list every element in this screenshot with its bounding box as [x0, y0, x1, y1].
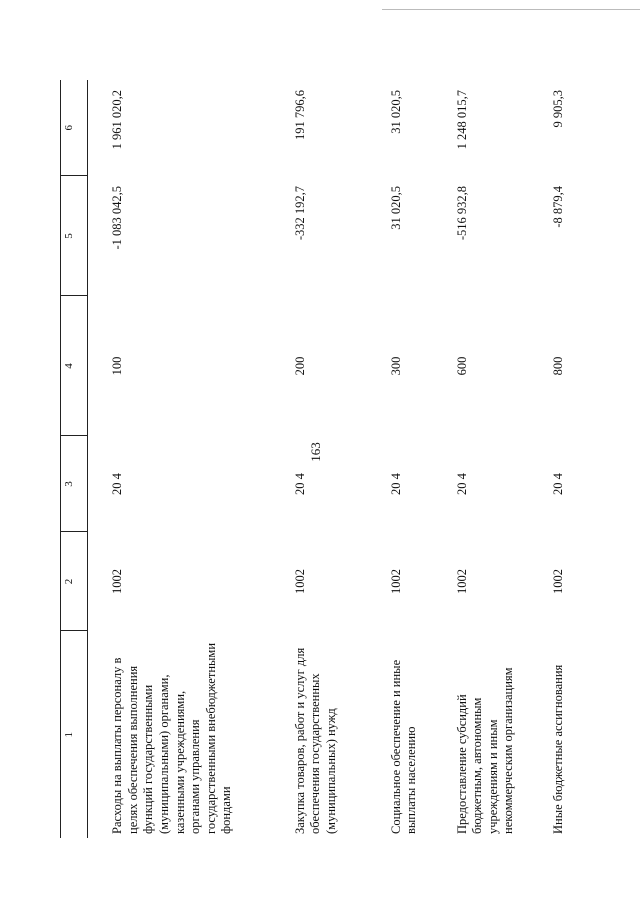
top-edge-rule	[382, 9, 640, 10]
row-section: 1002	[110, 569, 124, 594]
column-header-2: 2	[61, 532, 88, 631]
table-row	[433, 80, 529, 838]
row-type: 200	[292, 356, 307, 376]
row-change: -332 192,7	[292, 186, 307, 241]
budget-table-rotated	[60, 80, 633, 838]
row-name: Расходы на выплаты персоналу в целях обеспечения выполнения функций государственными (муниципальными) органами, казенными учреждениями, органами управления государственными внебюджетными фондами	[110, 642, 234, 834]
column-header-5: 5	[61, 176, 88, 296]
row-section: 1002	[550, 569, 565, 594]
row-total: 1 961 020,2	[110, 90, 124, 150]
table-row	[88, 80, 271, 838]
row-section: 1002	[292, 569, 307, 594]
row-type: 800	[550, 356, 565, 376]
row-type: 100	[110, 356, 124, 376]
row-program: 20 4	[550, 473, 565, 495]
row-change: -516 932,8	[454, 186, 469, 241]
column-header-3: 3	[61, 436, 88, 532]
row-change: -1 083 042,5	[110, 186, 124, 250]
row-name: Социальное обеспечение и иные выплаты населению	[388, 659, 419, 834]
row-section: 1002	[454, 569, 469, 594]
row-total: 9 905,3	[550, 90, 565, 128]
row-total: 191 796,6	[292, 90, 307, 140]
row-section: 1002	[388, 569, 403, 594]
row-program: 20 4	[110, 473, 124, 495]
budget-table	[60, 80, 603, 838]
page-number: 163	[307, 442, 323, 462]
row-change: -8 879,4	[550, 186, 565, 228]
row-type: 300	[388, 356, 403, 376]
column-header-6: 6	[61, 80, 88, 176]
row-total: 31 020,5	[388, 90, 403, 134]
row-program: 20 4	[454, 473, 469, 495]
table-row	[271, 80, 367, 838]
column-header-1: 1	[61, 631, 88, 838]
table-row	[367, 80, 433, 838]
row-total: 1 248 015,7	[454, 90, 469, 150]
table-row	[529, 80, 603, 838]
row-program: 20 4	[388, 473, 403, 495]
table-header-row	[61, 80, 88, 838]
column-header-4: 4	[61, 296, 88, 436]
row-name: Иные бюджетные ассигнования	[550, 664, 565, 834]
row-change: 31 020,5	[388, 186, 403, 230]
row-type: 600	[454, 356, 469, 376]
row-name: Предоставление субсидий бюджетным, автономным учреждениям и иным некоммерческим организациям	[454, 667, 516, 834]
row-program: 20 4	[292, 473, 307, 495]
row-name: Закупка товаров, работ и услуг для обеспечения государственных (муниципальных) нужд	[292, 647, 338, 834]
